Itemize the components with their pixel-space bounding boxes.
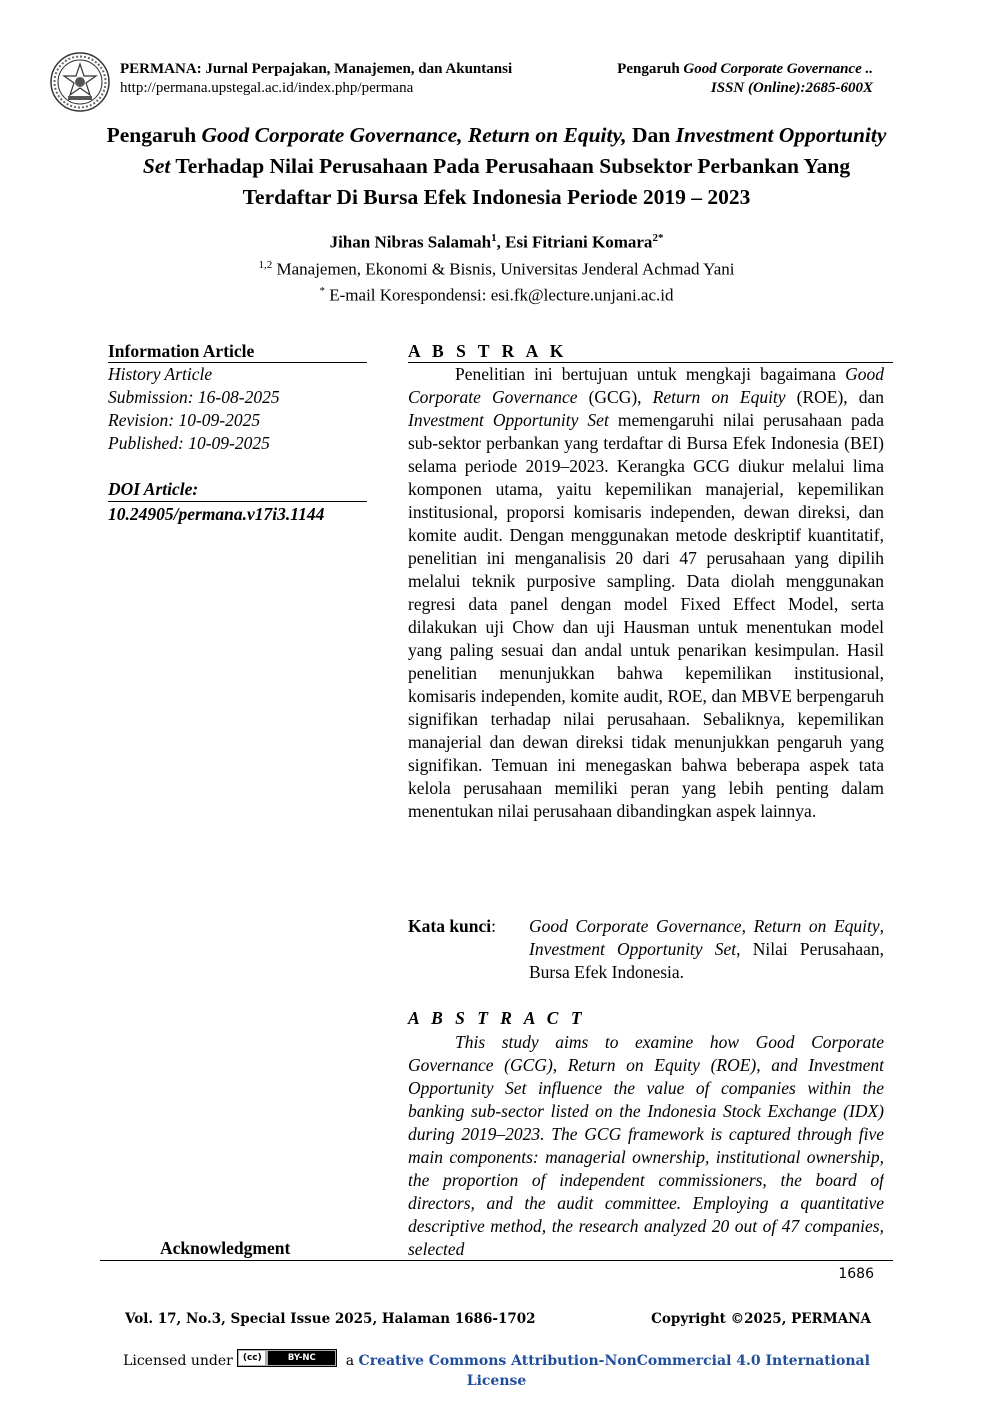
licensed-under-text: Licensed under: [123, 1353, 238, 1369]
abstrak-text: (GCG),: [577, 387, 653, 407]
running-header: [560, 60, 873, 98]
keyword-sep: ,: [741, 916, 754, 936]
keyword-sep: ,: [879, 916, 885, 936]
correspondence-email: [100, 285, 893, 306]
abstrak-italic: Return on Equity: [652, 387, 786, 407]
abstract-body: This study aims to examine how Good Corporate Governance (GCG), Return on Equity (ROE), and Investment Opportunity Set influence the value of companies within the banking sub-sector listed on the Indonesia Stock Exchange (IDX) during 2019–2023. The GCG framework is captured through five main components: managerial ownership, institutional ownership, the proportion of independent commissioners, the board of directors, and the audit committee. Employing a quantitative descriptive method, the research analyzed 20 out of 47 companies, selected: [408, 1032, 884, 1259]
paper-title: [100, 120, 893, 213]
abstrak-body: [408, 363, 884, 823]
author-2-sup: 2*: [652, 232, 664, 244]
history-article: [108, 363, 367, 455]
page-number: 1686: [838, 1266, 874, 1282]
author-2: Esi Fitriani Komara: [505, 232, 653, 252]
history-label: History Article: [108, 364, 213, 384]
journal-url[interactable]: http://permana.upstegal.ac.id/index.php/permana: [120, 80, 414, 96]
author-list: [100, 232, 893, 253]
abstrak-heading: A B S T R A K: [408, 340, 893, 363]
cc-license-badge-icon[interactable]: [237, 1349, 337, 1367]
copyright-notice: Copyright ©2025, PERMANA: [651, 1311, 871, 1327]
title-part: Terhadap Nilai Perusahaan Pada Perusahaan Subsektor Perbankan Yang Terdaftar Di Bursa Efek Indonesia Periode 2019 – 2023: [170, 154, 851, 209]
acknowledgment-heading: Acknowledgment: [160, 1238, 291, 1258]
keywords-label-text: Kata kunci: [408, 916, 492, 936]
footer-rule: [100, 1260, 893, 1261]
keywords-value: [529, 915, 884, 984]
cc-badge-mark: (cc): [239, 1351, 265, 1365]
affiliation-sup: 1,2: [258, 259, 273, 271]
journal-name: PERMANA: Jurnal Perpajakan, Manajemen, dan Akuntansi: [120, 61, 513, 77]
title-part-italic: Investment Opportunity Set: [142, 123, 887, 178]
abstrak-text: Penelitian ini bertujuan untuk mengkaji bagaimana: [455, 364, 846, 384]
keyword-rest: , Nilai Perusahaan, Bursa Efek Indonesia.: [529, 939, 885, 982]
keyword-italic: Good Corporate Governance: [529, 916, 742, 936]
running-title-italic: Good Corporate Governance ..: [683, 61, 873, 77]
email-sup: *: [319, 285, 326, 297]
email-text[interactable]: E-mail Korespondensi: esi.fk@lecture.unjani.ac.id: [325, 285, 674, 305]
submission-date: Submission: 16-08-2025: [108, 387, 280, 407]
license-link[interactable]: Creative Commons Attribution-NonCommercial 4.0 International License: [358, 1353, 870, 1389]
cc-badge-terms: BY-NC: [268, 1351, 335, 1365]
abstrak-text: (ROE), dan: [785, 387, 884, 407]
doi-value[interactable]: 10.24905/permana.v17i3.1144: [108, 504, 325, 524]
running-title: [560, 60, 873, 79]
volume-info: Vol. 17, No.3, Special Issue 2025, Halaman 1686-1702: [125, 1311, 536, 1327]
journal-header: [120, 60, 512, 98]
title-part: Dan: [626, 123, 676, 147]
abstrak-italic: Investment Opportunity Set: [408, 410, 609, 430]
published-date: Published: 10-09-2025: [108, 433, 270, 453]
revision-date: Revision: 10-09-2025: [108, 410, 261, 430]
license-notice: [100, 1349, 893, 1391]
keyword-italic: Return on Equity: [753, 916, 880, 936]
issn: ISSN (Online):2685-600X: [710, 80, 873, 96]
abstrak-italic: Good Corporate Governance: [408, 364, 884, 407]
doi-label: DOI Article:: [108, 478, 367, 502]
author-1-sup: 1: [491, 232, 497, 244]
journal-logo-icon: [50, 52, 110, 112]
running-title-prefix: Pengaruh: [617, 61, 684, 77]
author-1: Jihan Nibras Salamah: [329, 232, 492, 252]
author-separator: ,: [496, 232, 506, 252]
affiliation: [100, 259, 893, 280]
info-article-heading: Information Article: [108, 340, 367, 363]
keywords-colon: :: [491, 916, 497, 936]
keyword-italic: Investment Opportunity Set: [529, 939, 737, 959]
title-part: Pengaruh: [106, 123, 202, 147]
abstrak-text: memengaruhi nilai perusahaan pada sub-sektor perbankan yang terdaftar di Bursa Efek Indonesia (BEI) selama periode 2019–2023. Kerangka GCG diukur melalui lima komponen utama, yaitu kepemilikan manajerial, kepemilikan institusional, proporsi komisaris independen, dewan direksi, dan komite audit. Dengan menggunakan metode deskriptif kuantitatif, penelitian ini menganalisis 20 dari 47 perusahaan yang dipilih melalui teknik purposive sampling. Data diolah menggunakan regresi data panel dengan model Fixed Effect Model, serta dilakukan uji Chow dan uji Hausman untuk menentukan model yang paling sesuai dan andal untuk penarikan kesimpulan. Hasil penelitian menunjukkan bahwa kepemilikan institusional, komisaris independen, komite audit, ROE, dan MBVE berpengaruh signifikan terhadap nilai perusahaan. Sebaliknya, kepemilikan manajerial dan dewan direksi tidak menunjukkan pengaruh yang signifikan. Temuan ini menegaskan bahwa beberapa aspek tata kelola perusahaan memiliki peran yang lebih penting dalam menentukan nilai perusahaan dibandingkan aspek lainnya.: [408, 410, 885, 821]
abstract-heading: A B S T R A C T: [408, 1008, 586, 1028]
license-article: a: [341, 1353, 359, 1369]
title-part-italic: Good Corporate Governance, Return on Equity,: [201, 123, 627, 147]
affiliation-text: Manajemen, Ekonomi & Bisnis, Universitas Jenderal Achmad Yani: [272, 259, 735, 279]
keywords-label: [408, 915, 496, 938]
